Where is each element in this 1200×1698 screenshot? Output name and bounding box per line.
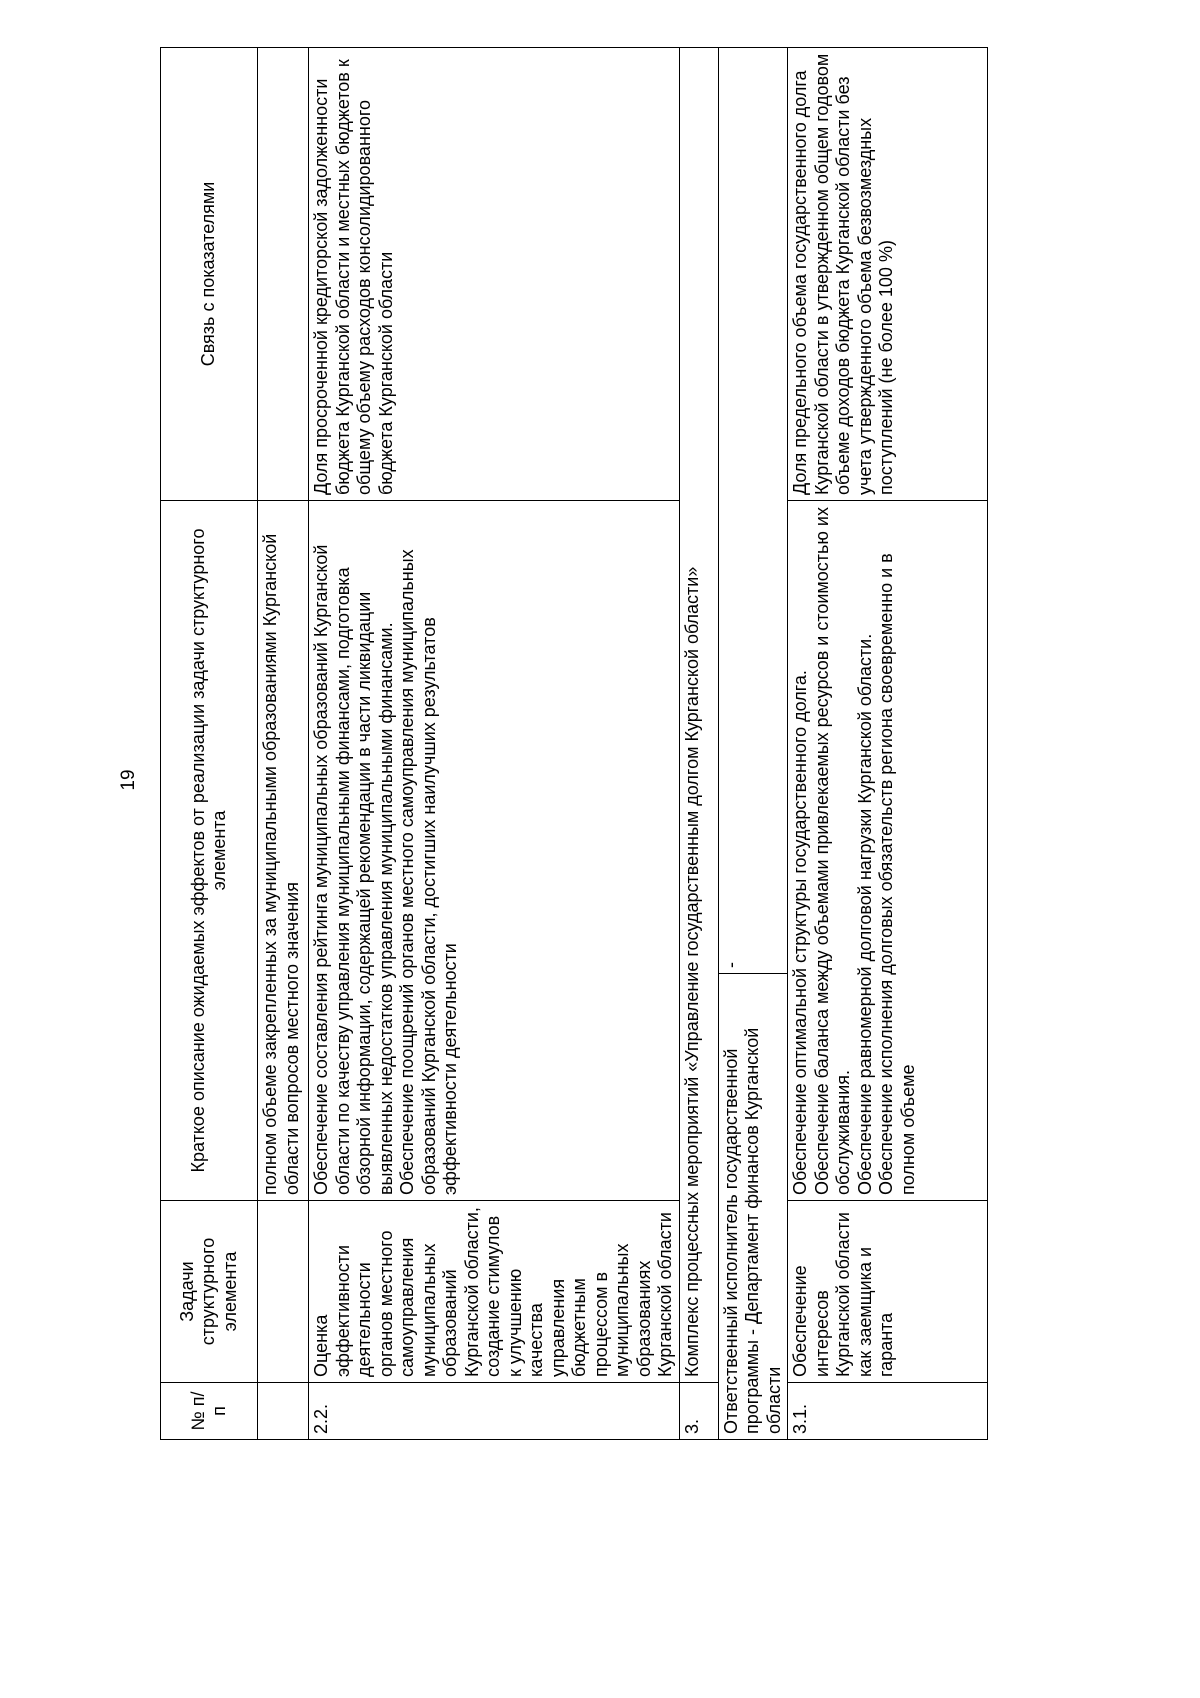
page-number: 19 [118, 769, 139, 791]
table-header-row [161, 48, 258, 1440]
description-line: Обеспечение равномерной долговой нагрузки Курганской области. [854, 633, 875, 1195]
description-line: Обеспечение оптимальной структуры государственного долга. [790, 670, 810, 1195]
cell-task: Оценка эффективности деятельности органов местного самоуправления муниципальных образований Курганской области, создание стимулов к улучшению качества управления бюджетным процессом в муниципальных образованиях Курганской области [309, 1201, 680, 1383]
description-line: Обеспечение исполнения долговых обязательств региона своевременно и в полном объеме [876, 553, 918, 1195]
table-row-responsible [718, 48, 788, 1440]
header-indicators: Связь с показателями [161, 48, 258, 501]
responsible-dash: - [720, 962, 741, 968]
cell-indicator: Доля предельного объема государственного долга Курганской области в утвержденном общем годовом объеме доходов бюджета Курганской области без учета утвержденного объема безвозмездных поступлений (не более 100 %) [788, 48, 988, 501]
cell-task: Обеспечение интересов Курганской области как заемщика и гаранта [788, 1201, 988, 1383]
structural-elements-table [160, 47, 988, 1440]
cell-description [788, 501, 988, 1201]
header-description: Краткое описание ожидаемых эффектов от реализации задачи структурного элемента [161, 501, 258, 1201]
responsible-executor: Ответственный исполнитель государственной программы - Департамент финансов Курганской области [719, 973, 788, 1439]
cell-description: полном объеме закрепленных за муниципальными образованиями Курганской области вопросов местного значения [258, 501, 309, 1201]
section-title: Комплекс процессных мероприятий «Управление государственным долгом Курганской области» [679, 48, 718, 1383]
table-row-3-1 [788, 48, 988, 1440]
description-line: Обеспечение составления рейтинга муниципальных образований Курганской области по качеству управления муниципальными финансами, подготовка обзорной информации, содержащей рекомендации в части ликвидации выявленных недостатков управления муниципальными финансами. [311, 544, 396, 1195]
table-row-3-section [679, 48, 718, 1440]
responsible-cell [718, 48, 788, 1440]
cell-num: 3.1. [788, 1383, 988, 1440]
cell-indicator [258, 48, 309, 501]
description-line: Обеспечение баланса между объемами привлекаемых ресурсов и стоимостью их обслуживания. [811, 507, 853, 1195]
cell-num [258, 1383, 309, 1440]
cell-num: 3. [679, 1383, 718, 1440]
description-line: Обеспечение поощрений органов местного самоуправления муниципальных образований Курганской области, достигших наилучших результатов эффективности деятельности [397, 549, 460, 1195]
cell-task [258, 1201, 309, 1383]
header-num: № п/п [161, 1383, 258, 1440]
header-tasks: Задачи структурного элемента [161, 1201, 258, 1383]
cell-description [309, 501, 680, 1201]
cell-indicator: Доля просроченной кредиторской задолженности бюджета Курганской области и местных бюджетов к общему объему расходов консолидированного бюджета Курганской области [309, 48, 680, 501]
cell-num: 2.2. [309, 1383, 680, 1440]
table-row-2-2 [309, 48, 680, 1440]
table-row-continuation [258, 48, 309, 1440]
